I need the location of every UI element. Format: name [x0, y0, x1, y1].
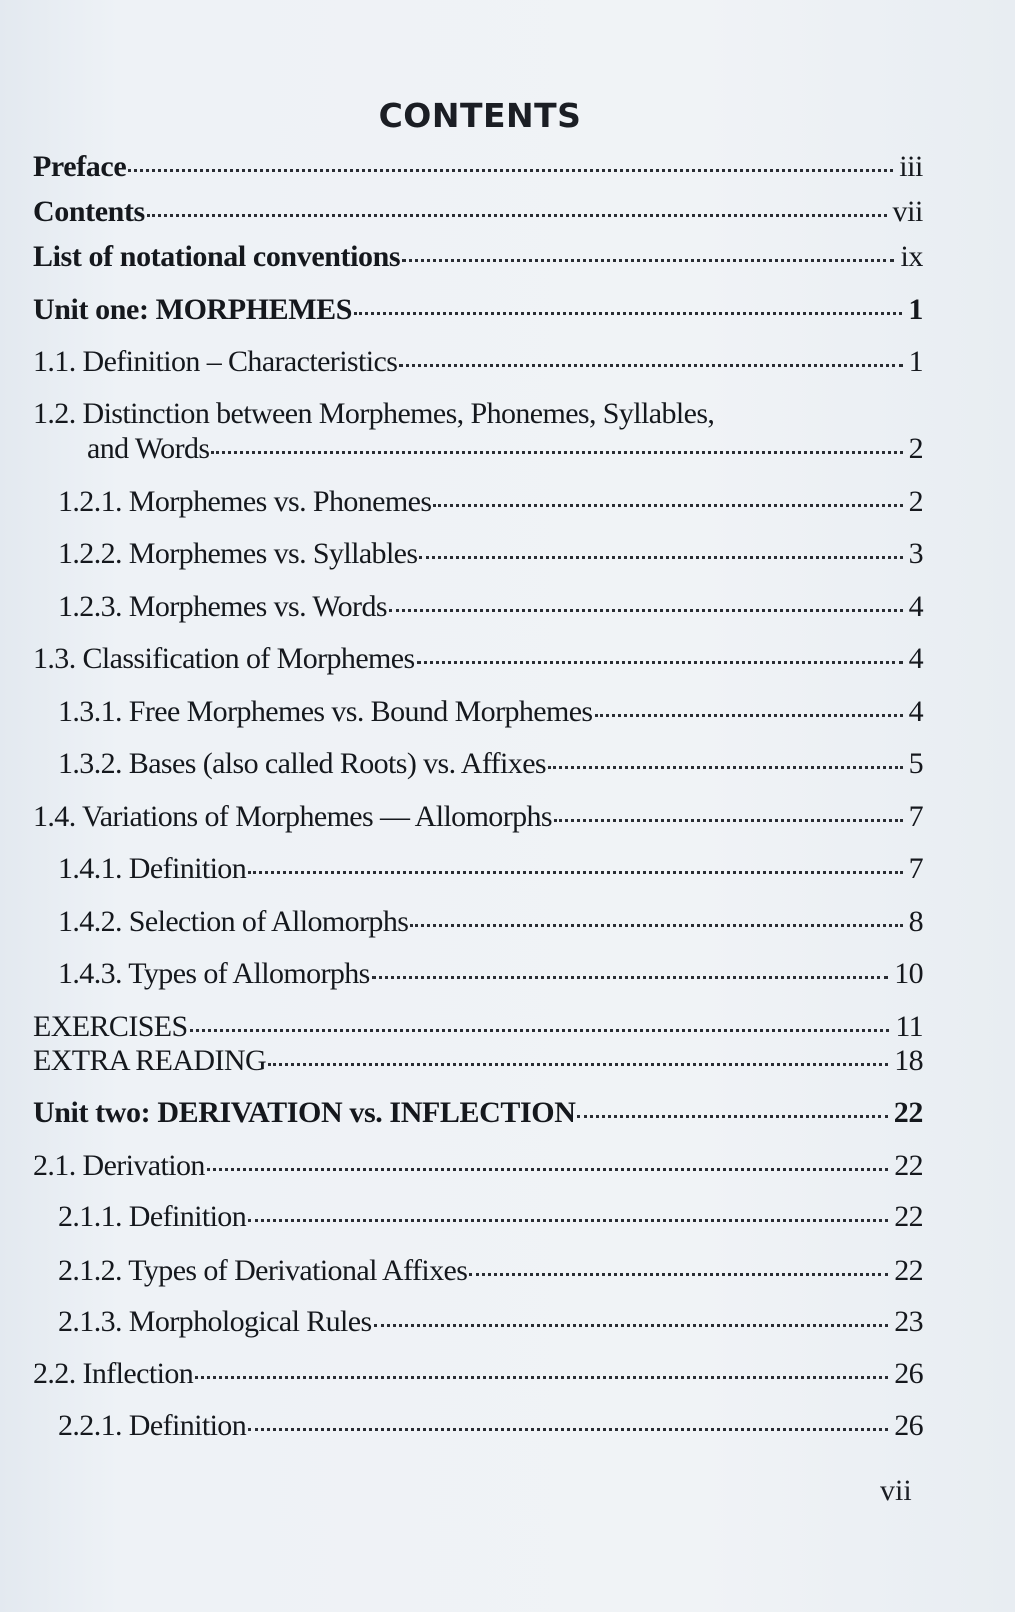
dot-leader [354, 311, 902, 315]
toc-entry-1-4-1[interactable] [58, 851, 923, 887]
toc-entry-preface[interactable] [33, 149, 923, 185]
dot-leader [207, 1167, 888, 1171]
toc-entry-page: 4 [908, 590, 923, 623]
toc-entry-contents[interactable] [33, 194, 923, 230]
dot-leader [469, 1272, 888, 1276]
toc-entry-2-1-3[interactable] [58, 1304, 923, 1340]
dot-leader [554, 818, 903, 822]
toc-entry-1-3-2[interactable] [58, 746, 923, 782]
toc-entry-page: 10 [894, 957, 923, 990]
toc-entry-page: 22 [893, 1096, 923, 1129]
dot-leader [195, 1375, 888, 1379]
page-title: CONTENTS [378, 96, 582, 135]
dot-leader [402, 258, 894, 262]
toc-entry-label: Unit one: MORPHEMES [33, 293, 353, 326]
toc-entry-page: 26 [894, 1409, 923, 1442]
toc-entry-1-2-1[interactable] [58, 484, 923, 520]
toc-entry-1-4-3[interactable] [58, 956, 923, 992]
dot-leader [419, 555, 902, 559]
toc-entry-1-2[interactable] [87, 431, 923, 467]
toc-entry-page: 4 [908, 642, 923, 675]
toc-entry-page: 18 [894, 1044, 923, 1077]
toc-entry-page: 1 [908, 345, 923, 378]
toc-entry-label: 1.4.3. Types of Allomorphs [58, 957, 370, 990]
toc-entry-label: 1.3. Classification of Morphemes [33, 642, 415, 675]
toc-entry-label: 1.4.1. Definition [58, 852, 247, 885]
toc-entry-page: 7 [908, 852, 923, 885]
dot-leader [433, 503, 902, 507]
toc-entry-2-1[interactable] [33, 1148, 923, 1184]
toc-entry-page: iii [899, 150, 923, 183]
toc-entry-label: 1.2.1. Morphemes vs. Phonemes [58, 485, 432, 518]
toc-entry-1-4[interactable] [33, 799, 923, 835]
dot-leader [190, 1028, 890, 1032]
page-number: vii [880, 1474, 912, 1507]
toc-entry-label: 1.4.2. Selection of Allomorphs [58, 905, 409, 938]
dot-leader [372, 975, 888, 979]
toc-entry-extra-reading[interactable] [33, 1043, 923, 1079]
toc-entry-label: 1.2.3. Morphemes vs. Words [58, 590, 387, 623]
toc-entry-2-2[interactable] [33, 1356, 923, 1392]
toc-entry-page: 26 [894, 1357, 923, 1390]
toc-entry-unit-one[interactable] [33, 292, 923, 328]
toc-entry-page: 8 [908, 905, 923, 938]
dot-leader [147, 213, 887, 217]
toc-entry-label: 1.4. Variations of Morphemes — Allomorphs [33, 800, 552, 833]
toc-entry-page: 22 [894, 1200, 923, 1233]
toc-entry-label: and Words [87, 432, 210, 465]
dot-leader [374, 1323, 889, 1327]
toc-entry-page: 4 [908, 695, 923, 728]
dot-leader [248, 870, 902, 874]
toc-entry-page: 23 [894, 1305, 923, 1338]
toc-entry-1-1[interactable] [33, 344, 923, 380]
dot-leader [389, 608, 903, 612]
toc-entry-page: 11 [895, 1010, 923, 1043]
dot-leader [248, 1427, 888, 1431]
toc-entry-label: 2.1.1. Definition [58, 1200, 247, 1233]
toc-entry-page: 5 [908, 747, 923, 780]
dot-leader [211, 450, 902, 454]
dot-leader [248, 1218, 888, 1222]
toc-entry-label: EXTRA READING [33, 1044, 267, 1077]
toc-entry-page: 2 [908, 485, 923, 518]
toc-entry-label: Unit two: DERIVATION vs. INFLECTION [33, 1096, 576, 1129]
dot-leader [410, 923, 902, 927]
toc-entry-page: 2 [908, 432, 923, 465]
toc-entry-label: 1.1. Definition – Characteristics [33, 345, 398, 378]
toc-entry-2-2-1[interactable] [58, 1408, 923, 1444]
toc-entry-page: 22 [894, 1254, 923, 1287]
toc-entry-1-2-first-line[interactable]: 1.2. Distinction between Morphemes, Phonemes, Syllables, [33, 397, 715, 430]
toc-entry-notational-conventions[interactable] [33, 239, 923, 275]
dot-leader [128, 168, 893, 172]
toc-entry-label: 2.2. Inflection [33, 1357, 194, 1390]
toc-entry-page: vii [892, 195, 923, 228]
toc-entry-1-3[interactable] [33, 641, 923, 677]
toc-entry-page: ix [900, 240, 923, 273]
toc-entry-exercises[interactable] [33, 1009, 923, 1045]
toc-entry-label: Contents [33, 195, 145, 228]
toc-entry-label: 1.3.2. Bases (also called Roots) vs. Affixes [58, 747, 546, 780]
toc-entry-label: 1.3.1. Free Morphemes vs. Bound Morphemes [58, 695, 593, 728]
dot-leader [417, 660, 903, 664]
toc-entry-label: List of notational conventions [33, 240, 401, 273]
toc-entry-label: 1.2.2. Morphemes vs. Syllables [58, 537, 418, 570]
toc-entry-label: Preface [33, 150, 127, 183]
toc-entry-label: 2.1.3. Morphological Rules [58, 1305, 372, 1338]
toc-entry-page: 3 [908, 537, 923, 570]
toc-entry-1-2-2[interactable] [58, 536, 923, 572]
dot-leader [399, 363, 902, 367]
toc-entry-page: 22 [894, 1149, 923, 1182]
toc-entry-2-1-2[interactable] [58, 1253, 923, 1289]
dot-leader [548, 765, 903, 769]
toc-entry-label: 2.1.2. Types of Derivational Affixes [58, 1254, 468, 1287]
toc-entry-1-2-3[interactable] [58, 589, 923, 625]
toc-entry-page: 7 [908, 800, 923, 833]
dot-leader [268, 1062, 888, 1066]
toc-entry-label: 2.1. Derivation [33, 1149, 205, 1182]
toc-entry-label: EXERCISES [33, 1010, 188, 1043]
toc-entry-page: 1 [908, 293, 923, 326]
toc-entry-2-1-1[interactable] [58, 1199, 923, 1235]
dot-leader [577, 1114, 887, 1118]
toc-entry-1-3-1[interactable] [58, 694, 923, 730]
toc-entry-unit-two[interactable] [33, 1095, 923, 1131]
toc-entry-label: 2.2.1. Definition [58, 1409, 247, 1442]
dot-leader [595, 713, 903, 717]
toc-entry-1-4-2[interactable] [58, 904, 923, 940]
